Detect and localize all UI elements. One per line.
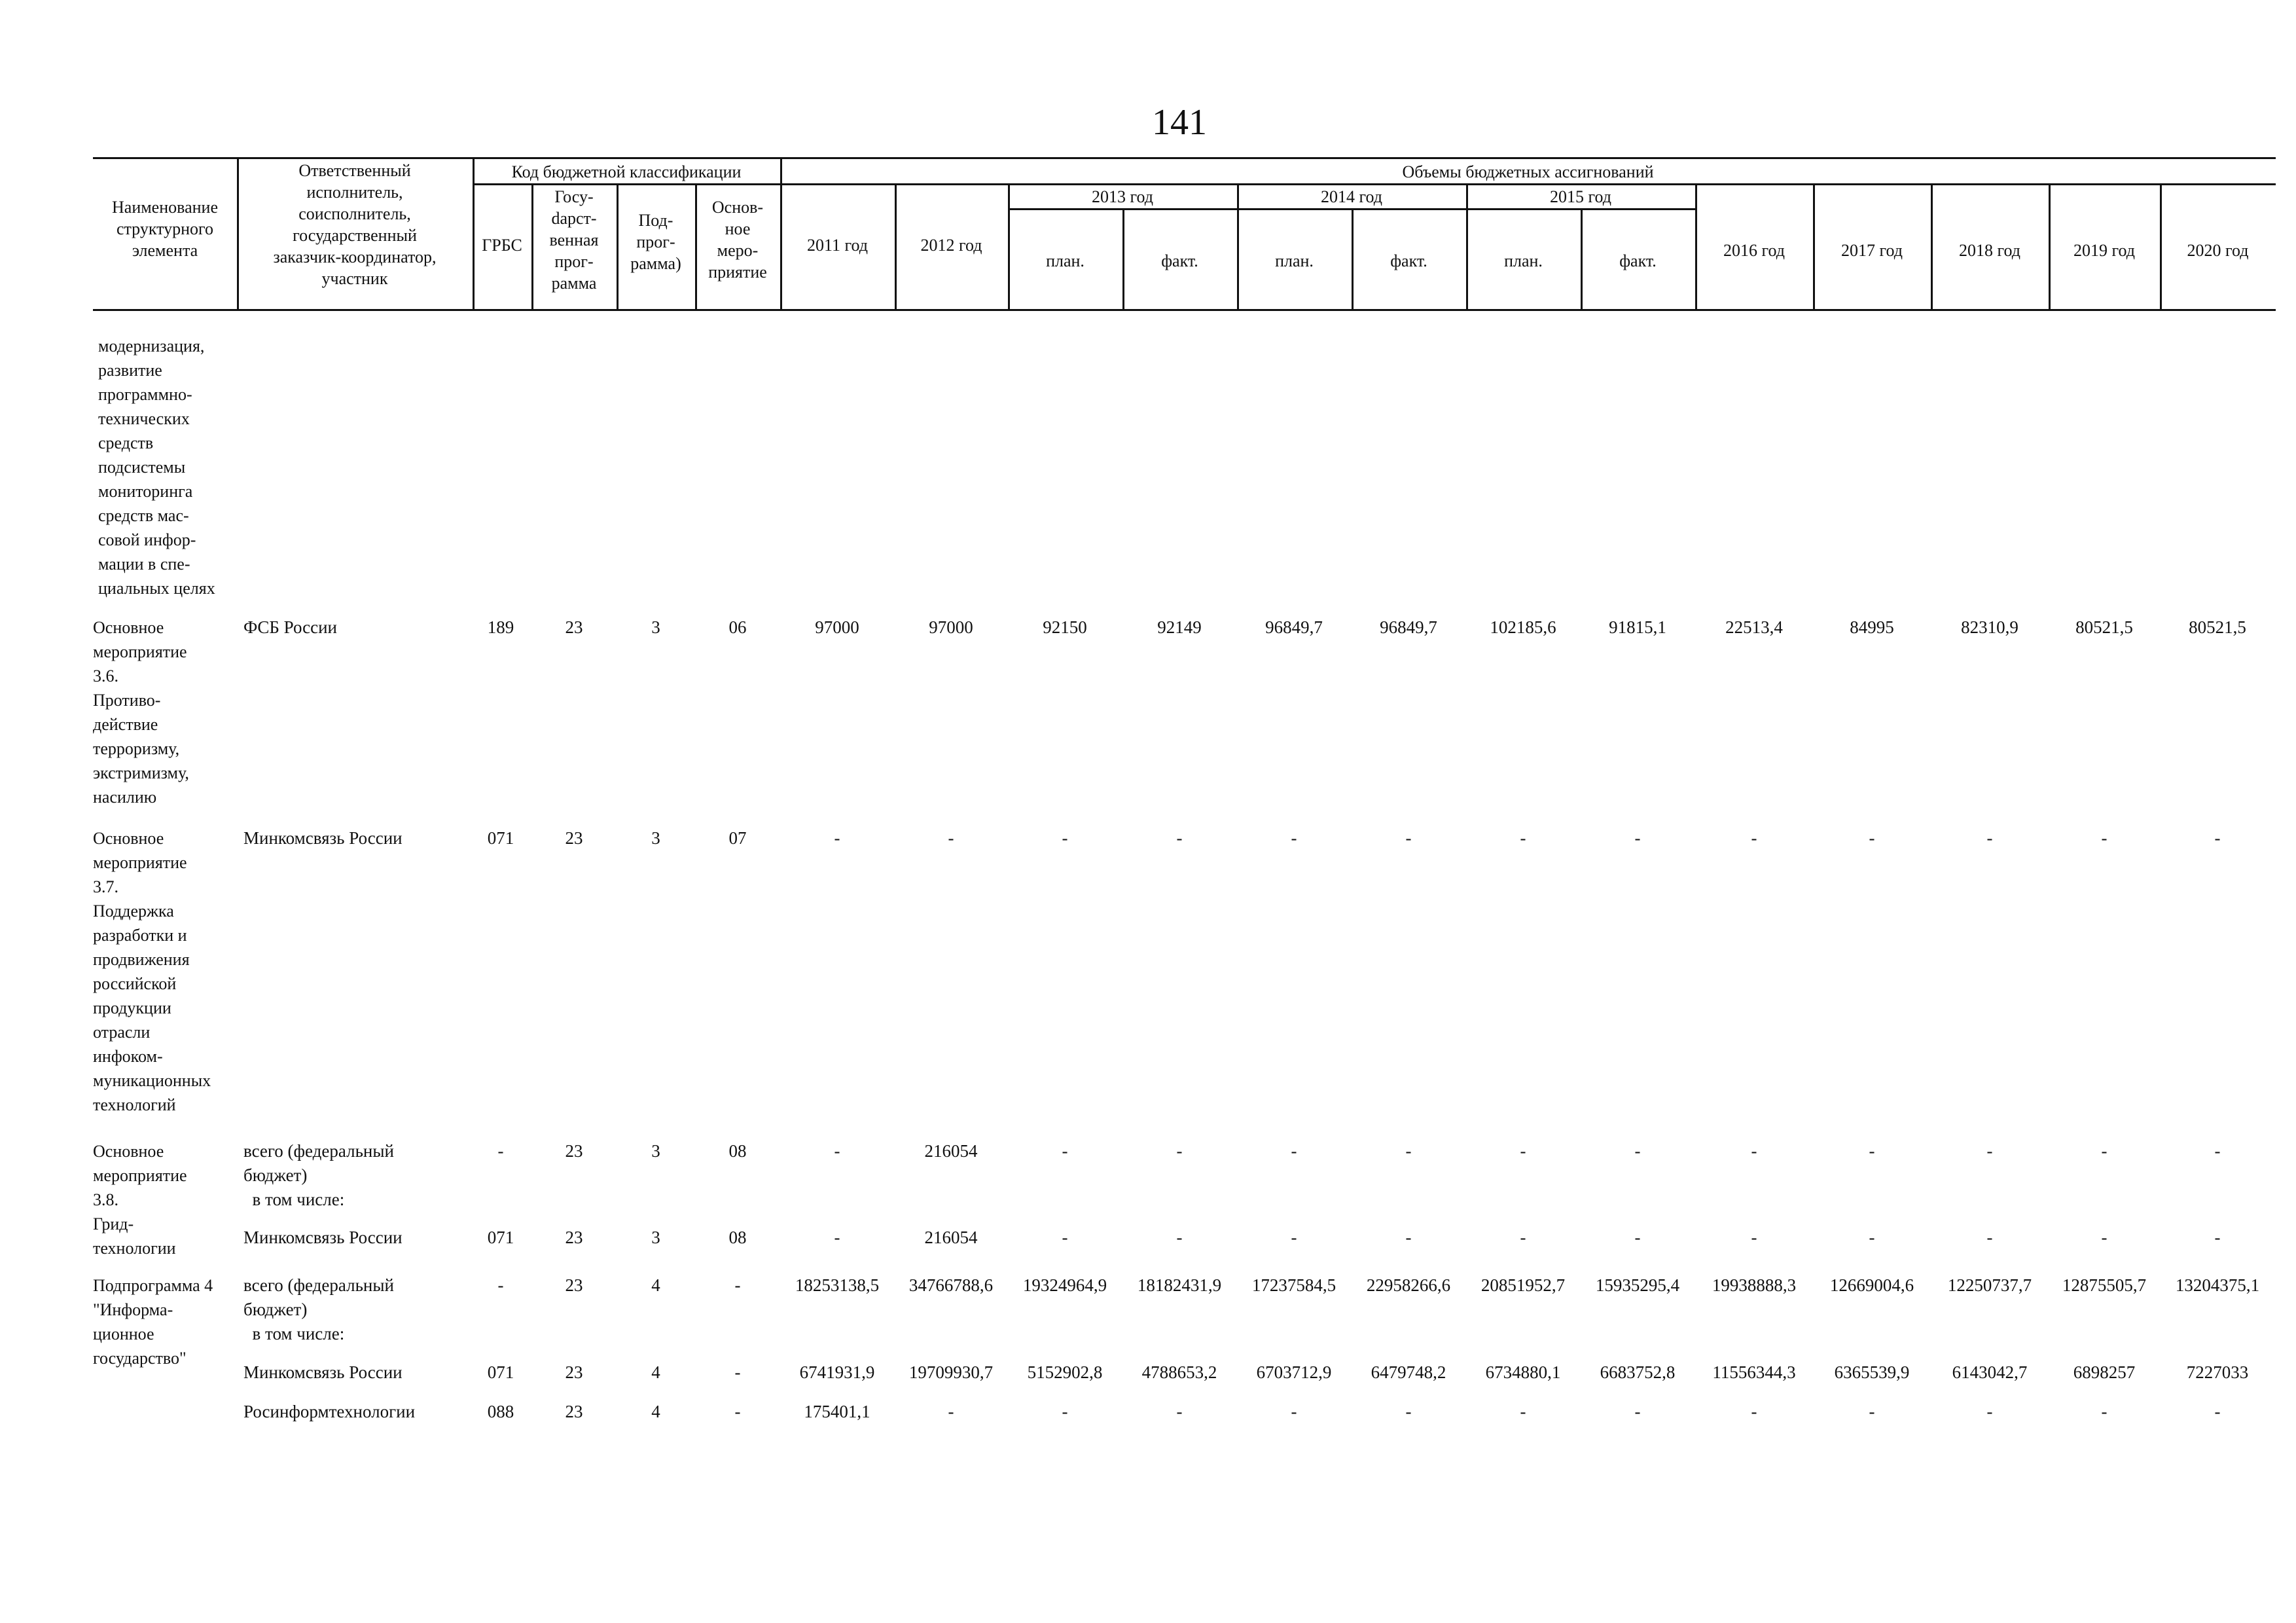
row-value: 17237584,5 — [1251, 1275, 1336, 1295]
row-value: 22513,4 — [1725, 617, 1783, 637]
row-code-gp: 23 — [565, 828, 583, 848]
row-value: 11556344,3 — [1712, 1362, 1796, 1382]
row-value: 92150 — [1043, 617, 1087, 637]
header-2020: 2020 год — [2187, 241, 2249, 260]
page-number: 141 — [1152, 102, 1207, 143]
row-value: - — [2214, 828, 2221, 848]
row-value: - — [1986, 1402, 1993, 1421]
row-value: - — [1291, 1228, 1297, 1247]
row-code-om: 07 — [728, 828, 747, 848]
row-code-pp: 3 — [651, 1228, 660, 1247]
row-value: - — [2101, 828, 2108, 848]
row-value: - — [834, 1228, 840, 1247]
row-code-om: - — [734, 1402, 741, 1421]
header-om: Основ- ное меро- приятие — [708, 198, 767, 282]
row-value: - — [1634, 828, 1641, 848]
row-value: - — [1751, 1402, 1757, 1421]
row-code-gp: 23 — [565, 1275, 583, 1295]
row-value: 84995 — [1850, 617, 1894, 637]
header-2014-plan: план. — [1275, 251, 1314, 270]
row-responsible: Росинформтехнологии — [243, 1402, 416, 1421]
row-code-pp: 3 — [651, 1141, 660, 1161]
header-2019: 2019 год — [2073, 241, 2135, 260]
row-value: - — [1634, 1402, 1641, 1421]
header-2013: 2013 год — [1092, 187, 1153, 206]
row-value: 19938888,3 — [1712, 1275, 1797, 1295]
header-volumes: Объемы бюджетных ассигнований — [1402, 162, 1654, 181]
row-value: - — [1986, 1141, 1993, 1161]
row-value: 18182431,9 — [1137, 1275, 1222, 1295]
row-value: 12669004,6 — [1829, 1275, 1914, 1295]
header-2012: 2012 год — [920, 236, 982, 255]
row-value: 102185,6 — [1490, 617, 1556, 637]
row-code-gp: 23 — [565, 1362, 583, 1382]
row-code-gp: 23 — [565, 1141, 583, 1161]
row-value: 22958266,6 — [1366, 1275, 1451, 1295]
row-code-om: - — [734, 1275, 741, 1295]
header-grbs: ГРБС — [482, 236, 522, 255]
row-value: - — [1176, 1228, 1183, 1247]
row-value: 97000 — [929, 617, 973, 637]
row-code-grbs: - — [497, 1275, 504, 1295]
row-value: 80521,5 — [2075, 617, 2133, 637]
row-value: 34766788,6 — [908, 1275, 994, 1295]
row-value: - — [1634, 1228, 1641, 1247]
row-responsible: всего (федеральный бюджет) в том числе: — [243, 1141, 394, 1209]
row-value: 12875505,7 — [2062, 1275, 2147, 1295]
row-code-gp: 23 — [565, 617, 583, 637]
row-value: - — [2101, 1402, 2108, 1421]
row-value: - — [1751, 828, 1757, 848]
row-value: - — [1291, 828, 1297, 848]
row-value: 216054 — [924, 1228, 978, 1247]
row-value: 80521,5 — [2189, 617, 2246, 637]
row-value: 6479748,2 — [1371, 1362, 1446, 1382]
row-value: - — [1869, 1141, 1875, 1161]
row-code-pp: 4 — [651, 1362, 660, 1382]
row-code-pp: 3 — [651, 828, 660, 848]
row-value: 12250737,7 — [1947, 1275, 2032, 1295]
row-value: 97000 — [815, 617, 859, 637]
row-value: - — [1062, 1228, 1068, 1247]
header-2016: 2016 год — [1723, 241, 1785, 260]
header-code-group: Код бюджетной классификации — [511, 162, 742, 181]
row-value: - — [948, 828, 954, 848]
row-value: - — [1405, 1228, 1412, 1247]
row-value: 82310,9 — [1961, 617, 2018, 637]
header-gp: Госу- dарст- венная прог- рамма — [549, 187, 599, 293]
row-value: - — [2214, 1228, 2221, 1247]
row-code-gp: 23 — [565, 1402, 583, 1421]
row-value: - — [1520, 1141, 1526, 1161]
header-2011: 2011 год — [806, 236, 869, 255]
row-value: - — [1405, 1141, 1412, 1161]
row-value: - — [1869, 1402, 1875, 1421]
header-2013-plan: план. — [1046, 251, 1085, 270]
header-2014-fact: факт. — [1390, 251, 1427, 270]
row-code-om: 08 — [728, 1141, 747, 1161]
row-value: - — [1291, 1141, 1297, 1161]
row-value: 6143042,7 — [1952, 1362, 2028, 1382]
header-pp: Под- прог- рамма) — [630, 211, 681, 273]
row-value: - — [834, 1141, 840, 1161]
row-value: 19324964,9 — [1022, 1275, 1107, 1295]
row-value: - — [2214, 1141, 2221, 1161]
row-value: - — [1176, 1141, 1183, 1161]
row-value: - — [1062, 828, 1068, 848]
row-value: 13204375,1 — [2175, 1275, 2260, 1295]
row-value: - — [1869, 1228, 1875, 1247]
row-value: 5152902,8 — [1027, 1362, 1103, 1382]
row-code-pp: 4 — [651, 1275, 660, 1295]
row-value: - — [1520, 828, 1526, 848]
row-code-om: - — [734, 1362, 741, 1382]
row-value: - — [1986, 1228, 1993, 1247]
row-value: - — [1405, 828, 1412, 848]
row-value: - — [2214, 1402, 2221, 1421]
row-code-grbs: - — [497, 1141, 504, 1161]
row-value: 6898257 — [2073, 1362, 2136, 1382]
header-name: Наименование структурного элемента — [112, 198, 218, 260]
row-code-grbs: 088 — [487, 1402, 514, 1421]
header-2018: 2018 год — [1959, 241, 2020, 260]
row-responsible: Минкомсвязь России — [243, 1228, 403, 1247]
row-value: 6734880,1 — [1485, 1362, 1561, 1382]
row-element-name: Основное мероприятие 3.8. Грид- технологии — [93, 1142, 187, 1258]
row-value: 91815,1 — [1609, 617, 1666, 637]
continued-element-name: модернизация, развитие программно- технических средств подсистемы мониторинга средств мас- совой инфор- мации в спе- циальных целях — [98, 337, 215, 598]
row-code-om: 08 — [728, 1228, 747, 1247]
row-value: - — [1520, 1228, 1526, 1247]
header-2017: 2017 год — [1841, 241, 1903, 260]
row-value: - — [834, 828, 840, 848]
row-value: 7227033 — [2186, 1362, 2249, 1382]
row-value: 96849,7 — [1380, 617, 1437, 637]
row-value: - — [2101, 1141, 2108, 1161]
row-value: 6365539,9 — [1834, 1362, 1910, 1382]
row-code-grbs: 071 — [487, 828, 514, 848]
row-value: 15935295,4 — [1595, 1275, 1680, 1295]
row-value: - — [948, 1402, 954, 1421]
header-responsible: Ответственный исполнитель, соисполнитель, государственный заказчик-координатор, участник — [273, 161, 437, 288]
row-value: - — [1751, 1141, 1757, 1161]
row-element-name: Основное мероприятие 3.6. Противо- действие терроризму, экстримизму, насилию — [93, 618, 189, 807]
header-2015-fact: факт. — [1619, 251, 1657, 270]
row-value: - — [1176, 828, 1183, 848]
row-value: 4788653,2 — [1141, 1362, 1217, 1382]
header-2015: 2015 год — [1550, 187, 1611, 206]
row-code-grbs: 189 — [487, 617, 514, 637]
row-value: - — [1062, 1141, 1068, 1161]
row-value: 20851952,7 — [1480, 1275, 1566, 1295]
row-value: - — [1520, 1402, 1526, 1421]
row-value: - — [1405, 1402, 1412, 1421]
row-code-om: 06 — [728, 617, 747, 637]
row-value: - — [2101, 1228, 2108, 1247]
row-responsible: ФСБ России — [243, 617, 337, 637]
row-element-name: Подпрограмма 4 "Информа- ционное государство" — [93, 1276, 213, 1368]
row-value: 216054 — [924, 1141, 978, 1161]
row-value: 6741931,9 — [799, 1362, 875, 1382]
row-value: 175401,1 — [804, 1402, 870, 1421]
row-element-name: Основное мероприятие 3.7. Поддержка разработки и продвижения российской продукции отрасли инфоком- муникационных технологий — [93, 829, 211, 1114]
row-code-grbs: 071 — [487, 1362, 514, 1382]
row-value: - — [1176, 1402, 1183, 1421]
row-value: - — [1869, 828, 1875, 848]
row-value: 96849,7 — [1265, 617, 1323, 637]
row-value: 6703712,9 — [1256, 1362, 1332, 1382]
row-code-pp: 4 — [651, 1402, 660, 1421]
row-value: - — [1986, 828, 1993, 848]
header-2014: 2014 год — [1321, 187, 1382, 206]
header-2013-fact: факт. — [1161, 251, 1198, 270]
row-value: 6683752,8 — [1600, 1362, 1676, 1382]
row-code-grbs: 071 — [487, 1228, 514, 1247]
row-code-gp: 23 — [565, 1228, 583, 1247]
row-value: 19709930,7 — [908, 1362, 994, 1382]
row-value: 18253138,5 — [795, 1275, 880, 1295]
row-value: - — [1751, 1228, 1757, 1247]
row-responsible: Минкомсвязь России — [243, 1362, 403, 1382]
row-value: 92149 — [1157, 617, 1202, 637]
row-code-pp: 3 — [651, 617, 660, 637]
row-value: - — [1634, 1141, 1641, 1161]
row-value: - — [1291, 1402, 1297, 1421]
row-responsible: всего (федеральный бюджет) в том числе: — [243, 1275, 394, 1343]
header-2015-plan: план. — [1504, 251, 1543, 270]
row-responsible: Минкомсвязь России — [243, 828, 403, 848]
row-value: - — [1062, 1402, 1068, 1421]
